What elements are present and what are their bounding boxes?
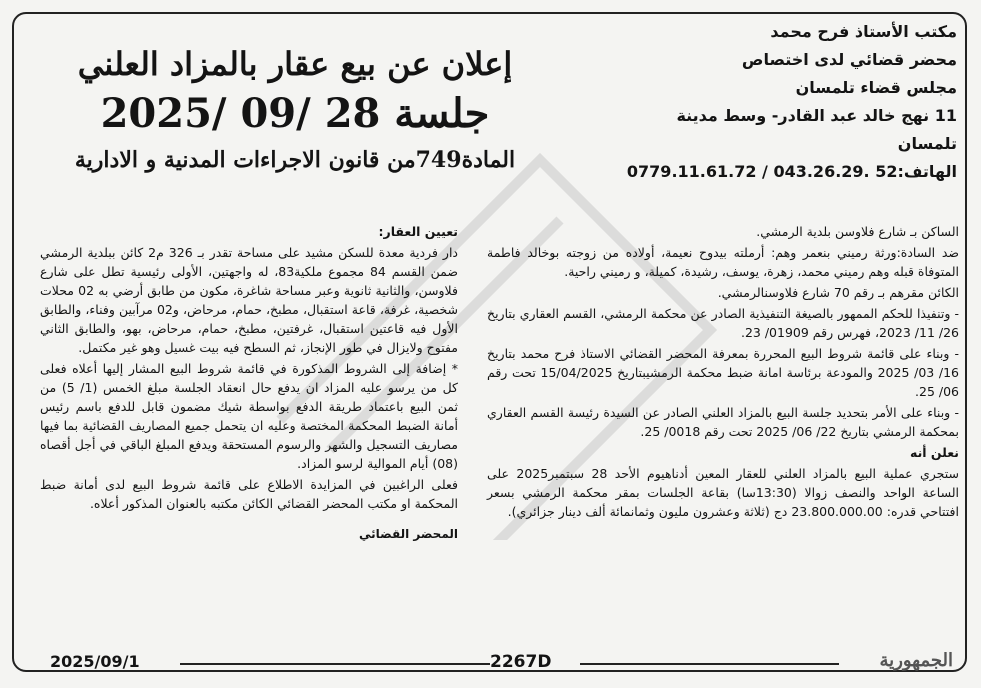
sale-details: ستجري عملية البيع بالمزاد العلني للعقار المعين أدناهيوم الأحد 28 سبتمبر2025 على الساعة الواحد والنصف زوالا (13:30سا) بقاعة الجلسات بمقر محكمة الرمشي بسعر افتتاحي قدره: 23.800.000.00 دج (ثلاثة وعشرون مليون وثمانمائة ألف دينار جزائري). [487, 466, 959, 519]
headline-title: إعلان عن بيع عقار بالمزاد العلني [77, 45, 513, 83]
office-phone: الهاتف:52 .043.26.29 / 0779.11.61.72 [626, 162, 957, 181]
bailiff-office-block [577, 18, 957, 186]
defendants-text: ضد السادة:ورثة رميني بنعمر وهم: أرملته بيدوح نعيمة، أولاده من زوجته بوخالد فاطمة المتوفاة قبله وهم رميني محمد، زهرة، يوسف، رشيدة، كميلة، و رميني راحية. [487, 245, 959, 279]
judgment-text: - وتنفيذا للحكم الممهور بالصيغة التنفيذية الصادر عن محكمة الرمشي، القسم العقاري بتاريخ 26/ 11/ 2023، فهرس رقم 01909/ 23. [487, 306, 959, 340]
announcement-headline [40, 42, 550, 178]
footer-code: 2267D [490, 652, 552, 672]
footer-date: 2025/09/1 [50, 652, 140, 671]
newspaper-brand: الجمهورية [879, 650, 953, 671]
footer-rule-right [580, 663, 839, 665]
conditions-text: - وبناء على قائمة شروط البيع المحررة بمعرفة المحضر القضائي الاستاذ فرح محمد بتاريخ 16/ 03/ 2025 والمودعة برئاسة امانة ضبط محكمة الرمشيبتاريخ 15/04/2025 تحت رقم 06/ 25. [487, 346, 960, 399]
office-title: محضر قضائي لدى اختصاص [741, 50, 957, 69]
headline-law: المادة749من قانون الاجراءات المدنية و الادارية [74, 147, 516, 173]
headline-session: جلسة 28 /09 /2025 [100, 90, 490, 137]
defendants-address: الكائن مقرهم بـ رقم 70 شارع فلاوسنالرمشي. [717, 285, 959, 300]
office-name: مكتب الأستاذ فرح محمد [770, 22, 957, 41]
property-description: دار فردية معدة للسكن مشيد على مساحة تقدر بـ 326 م2 كائن ببلدية الرمشي ضمن القسم 84 مجموع ملكية83، له واجهتين، الأولى رئيسية تطل على شارع فلاوسن، والثانية ثانوية وعبر مساحة شاغرة، مكون من طابق أرضي به 02 محلات شخصية، غرفة، قاعة استقبال، مطبخ، حمام، مرحاض، و02 مرآبين وفناء، والطابق الأول فيه قاعتين استقبال، غرفتين، مطبخ، حمام، مرحاض، بهو، والطابق الثاني مفتوح ولايزال في طور الإنجاز، ثم السطح فيه بيت غسيل وهو غير مكتمل. [40, 245, 458, 355]
order-text: - وبناء على الأمر بتحديد جلسة البيع بالمزاد العلني الصادر عن السيدة رئيسة القسم العقاري بمحكمة الرمشي بتاريخ 22/ 06/ 2025 تحت رقم 0018/ 25. [487, 405, 959, 439]
left-column [40, 222, 458, 546]
payment-conditions: * إضافة إلى الشروط المذكورة في قائمة شروط البيع المشار إليها أعلاه فعلى كل من يرسو عليه المزاد ان يدفع حال انعقاد الجلسة مبلغ الخمس (1/ 5) من ثمن البيع باعتماد طريقة الدفع بواسطة شيك مضمون قابل للدفع باسم رئيس أمانة الضبط المحكمة المختصة وعليه ان يتحمل جميع المصاريف القضائية بما فيها مصاريف التسجيل والشهر والرسوم المستحقة ويدفع المبلغ الباقي في أجل أقصاه (08) أيام الموالية لرسو المزاد. [40, 361, 459, 471]
footer-bar [40, 652, 959, 674]
office-court: مجلس قضاء تلمسان [795, 78, 957, 97]
property-heading: تعيين العقار: [378, 224, 458, 239]
announce-heading: نعلن أنه [909, 445, 959, 460]
residence-text: الساكن بـ شارع فلاوسن بلدية الرمشي. [756, 224, 959, 239]
signature: المحضر القضائي [358, 527, 458, 541]
office-address: 11 نهج خالد عبد القادر- وسط مدينة [676, 106, 957, 125]
office-city: تلمسان [897, 134, 957, 153]
right-column [487, 222, 959, 523]
inspection-notice: فعلى الراغبين في المزايدة الاطلاع على قائمة شروط البيع لدى أمانة ضبط المحكمة او مكتب المحضر القضائي الكائن مكتبه بالعنوان المذكور أعلاه. [40, 477, 458, 511]
footer-rule-left [180, 663, 490, 665]
